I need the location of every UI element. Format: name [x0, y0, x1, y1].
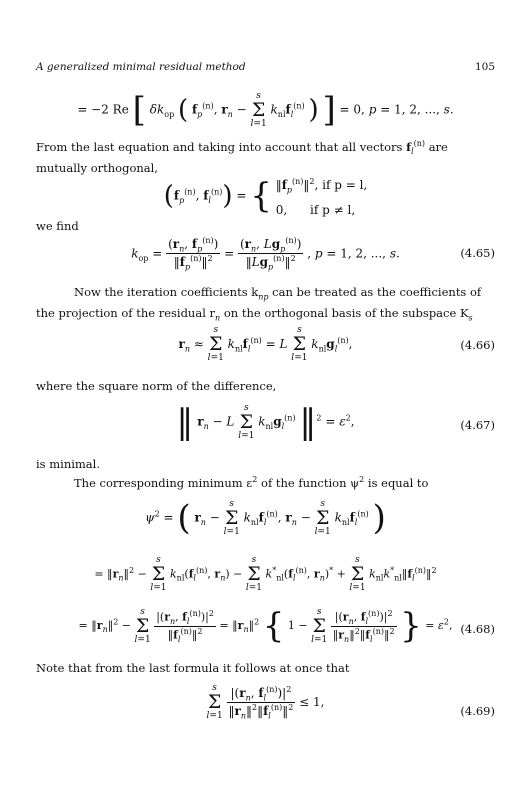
equation-orthogonality: ($f_p^{(n)}$, $f_l^{(n)}$) = { $‖f_p^{(n)}‖^2$, if p = l, 0, if p ≠ l,	[163, 176, 368, 218]
equation-expansion: = $‖r_n‖^2 - s$ Σ l=1 $k_{nl}(f_l^{(n)}$, $r_n) - s$ Σ l=1 $k^*_{nl}(f_l^{(n)}$, $r_n)^* + s$ Σ l=1 $k_{nl}k^*_{nl}‖f_l^{(n)}‖^2$	[94, 555, 437, 593]
eqnum-4-67: (4.67)	[460, 418, 495, 432]
eqnum-4-68: (4.68)	[460, 622, 495, 636]
eqnum-4-69: (4.69)	[460, 704, 495, 718]
case-equal: if p = l,	[322, 178, 368, 192]
paragraph-minimal: is minimal.	[36, 457, 100, 471]
equation-4-65: $k_{op}$ = $\frac{(r_n, f_p^{(n)})}{‖f_p^{(n)}‖^2}$ = $\frac{(r_n, Lg_p^{(n)})}{‖Lg_p^{(n)}‖^2}$ , p = 1, 2, ..., s. (4.65)	[131, 236, 495, 272]
paragraph-we-find: we find	[36, 219, 79, 233]
eqnum-4-65: (4.65)	[460, 246, 495, 260]
paragraph-square-norm: where the square norm of the difference,	[36, 379, 277, 393]
equation-4-67: ‖ $r_n - L$ s Σ l=1 $k_{nl}g_l^{(n)}$ ‖$^2$ = $\varepsilon^2$, (4.67)	[176, 402, 495, 442]
case-zero: 0,	[275, 203, 288, 218]
equation-4-69: s Σ l=1 $\frac{|(r_n, f_l^{(n)})|^2}{‖r_n‖^2‖f_l^{(n)}‖^2}$ ≤ 1, (4.69)	[206, 683, 495, 721]
case-not-equal: if p ≠ l,	[310, 203, 356, 218]
running-title: A generalized minimal residual method	[36, 61, 246, 73]
equation-4-68: = $‖r_n‖^2 - s$ Σ l=1 $\frac{|(r_n, f_l^{(n)})|^2}{‖f_l^{(n)}‖^2}$ = $‖r_n‖^2$ { 1 − s Σ l=1 $\frac{|(r_n, f_l^{(n)})|^2}{‖r_n‖^2‖f_l^{(n)}‖^2}$ } = $\varepsilon^2$, (4.68)	[78, 606, 495, 646]
equation-top: = −2 Re [ $\delta k_{op}$ ( $f_p^{(n)}$, $r_n - s$ Σ l=1 $k_{nl}f_l^{(n)}$ ) ] = 0, p = 1, 2, ..., s.	[77, 90, 454, 130]
equation-4-66: $r_n \approx s$ Σ l=1 $k_{nl}f_l^{(n)} = L$ s Σ l=1 $k_{nl}g_l^{(n)}$, (4.66)	[178, 325, 495, 363]
paragraph-projection: Now the iteration coefficients $k_{np}$ can be treated as the coefficients of the projection of the residual $r_n$ on the orthogonal basis of the subspace $K_s$	[36, 285, 482, 323]
paragraph-orthogonal: From the last equation and taking into account that all vectors $f_l^{(n)}$ are mutually orthogonal,	[36, 139, 448, 176]
equation-psi: $\psi^2$ = ( $r_n - s$ Σ l=1 $k_{nl}f_l^{(n)}$, $r_n - s$ Σ l=1 $k_{nl}f_l^{(n)}$ )	[145, 498, 386, 538]
paragraph-note: Note that from the last formula it follows at once that	[36, 661, 350, 675]
eqnum-4-66: (4.66)	[460, 338, 495, 352]
paragraph-minimum: The corresponding minimum $\varepsilon^2$ of the function $\psi^2$ is equal to	[74, 475, 429, 490]
page-number: 105	[474, 61, 495, 73]
